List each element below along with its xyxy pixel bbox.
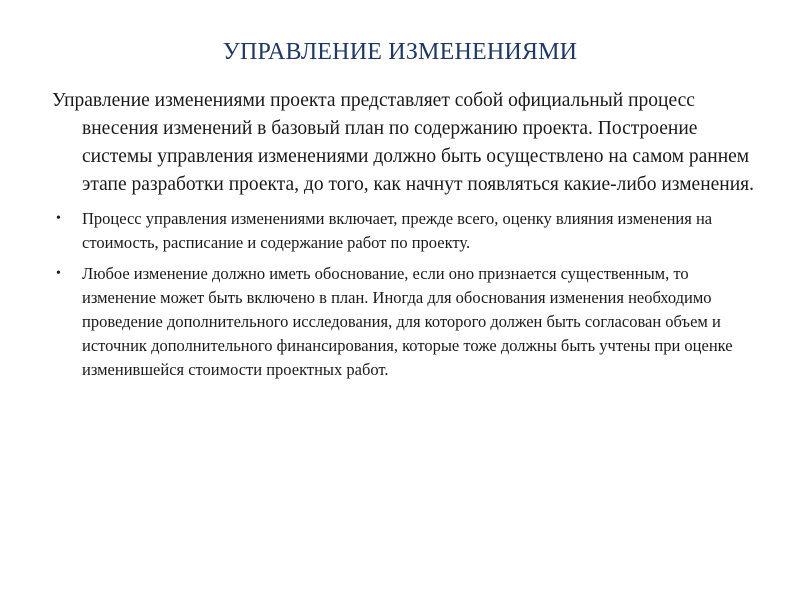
bullet-text: Процесс управления изменениями включает, прежде всего, оценку влияния изменения на стоимость, расписание и содержание работ по проекту. xyxy=(82,209,713,252)
bullet-list xyxy=(52,207,760,382)
slide-content xyxy=(52,87,760,389)
bullet-item xyxy=(52,207,760,255)
bullet-marker: • xyxy=(56,266,61,281)
lead-paragraph: Управление изменениями проекта представляет собой официальный процесс внесения изменений в базовый план по содержанию проекта. Построение системы управления изменениями должно быть осуществлено на самом раннем этапе разработки проекта, до того, как начнут появляться какие-либо изменения. xyxy=(52,90,755,195)
slide-title: УПРАВЛЕНИЕ ИЗМЕНЕНИЯМИ xyxy=(222,39,578,65)
bullet-marker: • xyxy=(56,211,61,226)
bullet-text: Любое изменение должно иметь обоснование, если оно признается существенным, то изменение может быть включено в план. Иногда для обоснования изменения необходимо проведение дополнительного исследования, для которого должен быть согласован объем и источник дополнительного финансирования, которые тоже должны быть учтены при оценке изменившейся стоимости проектных работ. xyxy=(82,264,733,379)
bullet-item xyxy=(52,262,760,382)
